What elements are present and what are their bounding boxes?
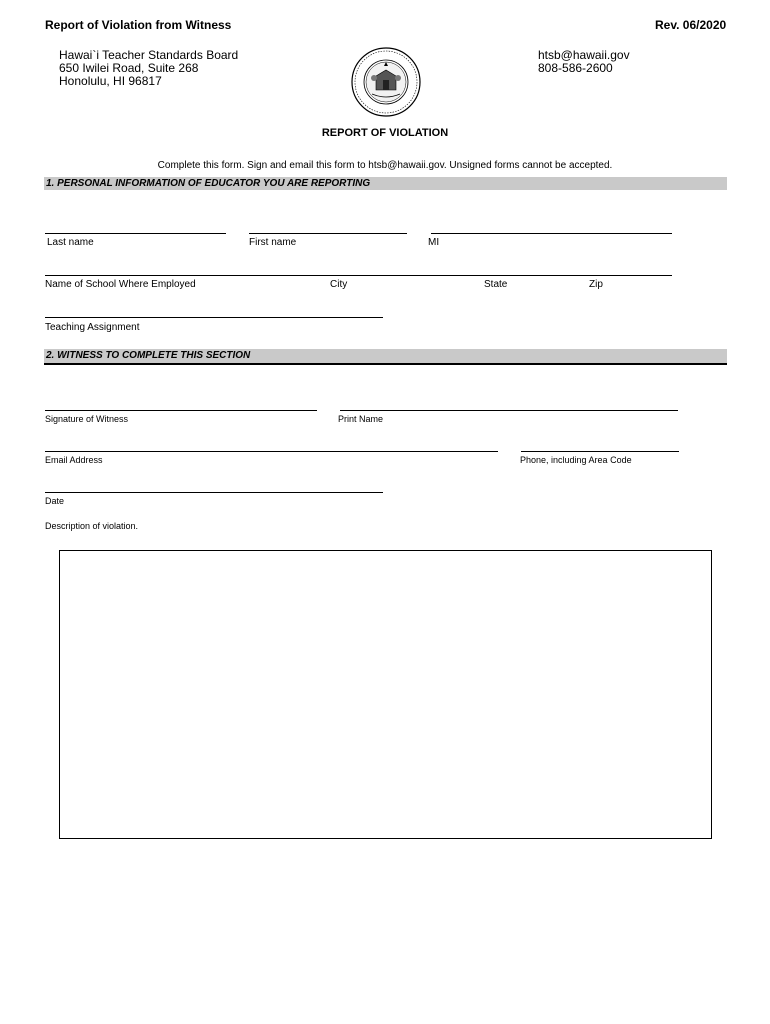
description-textarea[interactable] [59,550,712,839]
city-label: City [330,279,348,290]
state-seal-icon [350,46,422,118]
phone-label: Phone, including Area Code [520,455,632,465]
instructions: Complete this form. Sign and email this form to htsb@hawaii.gov. Unsigned forms cannot be accepted. [157,160,613,171]
teaching-assignment-field[interactable] [45,317,383,318]
contact-block [538,49,630,75]
first-name-label: First name [249,237,297,248]
zip-label: Zip [589,279,603,290]
revision-label: Rev. 06/2020 [655,18,727,32]
last-name-label: Last name [47,237,94,248]
address-line-2: 650 Iwilei Road, Suite 268 [59,61,199,75]
contact-phone: 808-586-2600 [538,61,613,75]
section-1-heading: 1. PERSONAL INFORMATION OF EDUCATOR YOU ARE REPORTING [44,177,727,190]
form-title: REPORT OF VIOLATION [321,127,449,139]
last-name-field[interactable] [45,233,226,234]
teaching-assignment-label: Teaching Assignment [45,322,140,333]
date-field[interactable] [45,492,383,493]
signature-field[interactable] [45,410,317,411]
phone-field[interactable] [521,451,679,452]
email-label: Email Address [45,455,103,465]
signature-label: Signature of Witness [45,414,129,424]
date-label: Date [45,496,65,506]
description-label: Description of violation. [45,521,139,531]
address-line-1: Hawai`i Teacher Standards Board [59,48,239,62]
contact-email: htsb@hawaii.gov [538,48,630,62]
email-field[interactable] [45,451,498,452]
state-label: State [484,279,508,290]
address-block [59,49,238,88]
mi-field[interactable] [431,233,672,234]
print-name-label: Print Name [338,414,384,424]
school-label: Name of School Where Employed [45,279,196,290]
section-2-heading: 2. WITNESS TO COMPLETE THIS SECTION [44,349,727,365]
school-address-field[interactable] [45,275,672,276]
first-name-field[interactable] [249,233,407,234]
address-line-3: Honolulu, HI 96817 [59,74,162,88]
mi-label: MI [428,237,440,248]
form-name: Report of Violation from Witness [45,18,232,32]
print-name-field[interactable] [340,410,678,411]
